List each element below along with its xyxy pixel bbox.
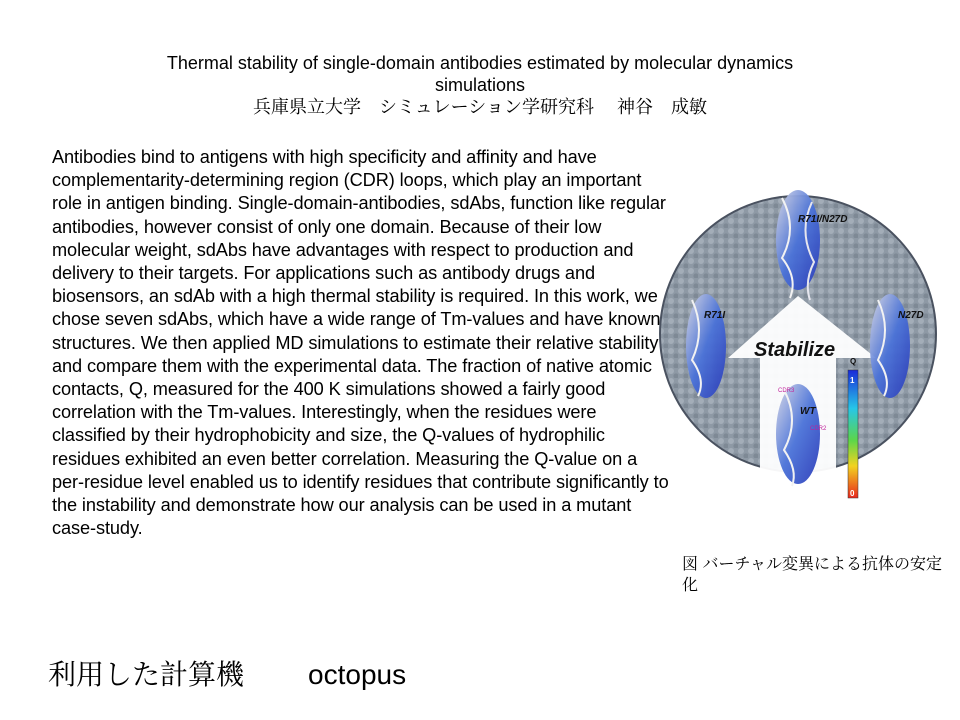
label-cdr3: CDR3 (778, 388, 795, 394)
label-cdr2: CDR2 (810, 426, 827, 432)
colorbar-max: 1 (850, 376, 855, 385)
title-line-1: Thermal stability of single-domain antibodies estimated by molecular dynamics (166, 53, 794, 73)
affiliation-author: 兵庫県立大学 シミュレーション学研究科 神谷 成敏 (253, 97, 707, 117)
stabilize-label: Stabilize (754, 339, 836, 361)
colorbar-title: Q (850, 357, 857, 366)
label-bottom-variant: WT (800, 406, 816, 417)
label-right-variant: N27D (898, 310, 924, 321)
label-left-variant: R71I (704, 310, 726, 321)
figure-caption: 図 バーチャル変異による抗体の安定化 (682, 556, 942, 594)
colorbar-min: 0 (850, 489, 855, 498)
title-line-2: simulations (434, 75, 526, 95)
computer-label: 利用した計算機 (48, 659, 245, 690)
antibody-figure-image (658, 178, 938, 528)
antibody-figure (658, 178, 938, 528)
abstract-text: Antibodies bind to antigens with high specificity and affinity and have complementarity-determining region (CDR) loops, which play an important role in antigen binding. Single-domain-antibodies, sdAbs, function like regular antibodies, however consist of only one domain. Because of their low molecular weight, sdAbs have advantages with respect to production and delivery to their targets. For applications such as antibody drugs and biosensors, an sdAb with a high thermal stability is required. In this work, we chose seven sdAbs, which have a wide range of Tm-values and have known structures. We then applied MD simulations to estimate their relative stability and compare them with the experimental data. The fraction of native atomic contacts, Q, measured for the 400 K simulations showed a fairly good correlation with the Tm-values. Interestingly, when the residues were classified by their hydrophobicity and size, the Q-values of hydrophilic residues exhibited an even better correlation. Measuring the Q-value on a per-residue level enabled us to identify residues that contribute significantly to the instability and demonstrate how our analysis can be used in a mutant case-study. (52, 147, 669, 539)
colorbar (848, 370, 858, 498)
computer-used (48, 655, 406, 695)
label-top-variant: R71I/N27D (798, 214, 848, 225)
poster-title (100, 52, 860, 118)
computer-name: octopus (308, 659, 407, 690)
